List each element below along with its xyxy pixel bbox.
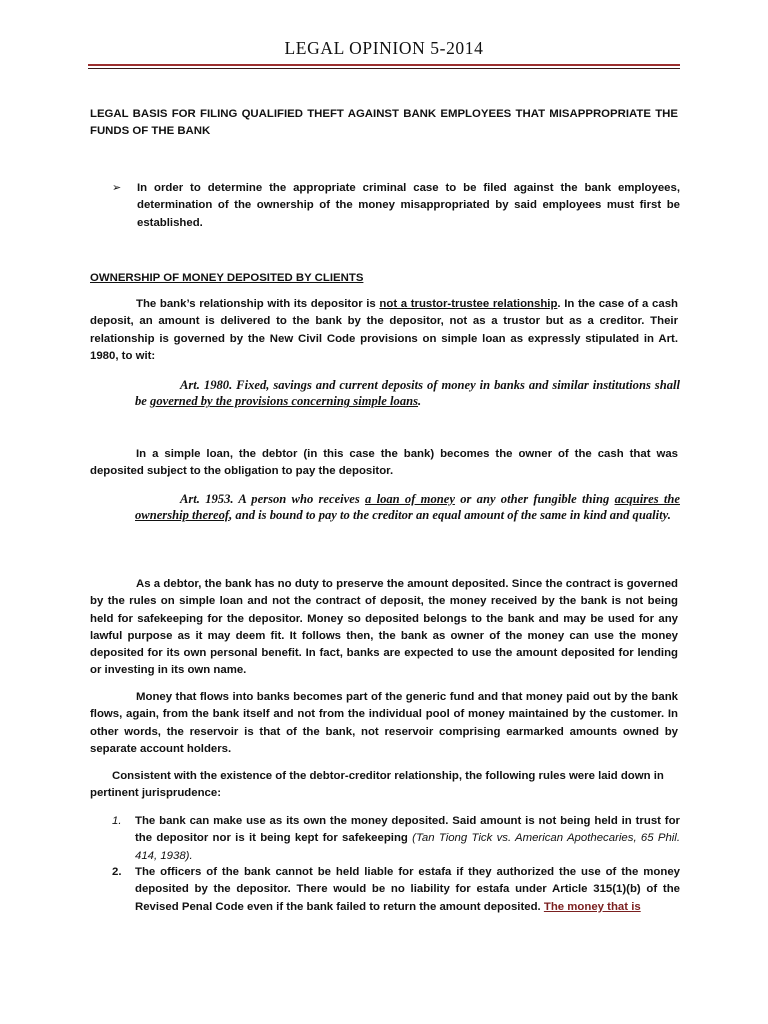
arrow-bullet-icon: ➢ bbox=[112, 182, 122, 194]
document-title: LEGAL OPINION 5-2014 bbox=[284, 38, 484, 58]
title-rule-dark bbox=[88, 68, 680, 69]
quote1-text-b: . bbox=[418, 394, 422, 409]
title-rule-red bbox=[88, 64, 680, 66]
p1-text-b: . In the case of a cash deposit, an amount is delivered to the bank by the depositor, not as a trustor but as a creditor. Their relationship is governed by the New Civil Code provisions on simple loan as expressly stipulated in Art. 1980, to wit: bbox=[90, 298, 678, 362]
list-item-1-citation: (Tan Tiong Tick vs. American Apothecaries, 65 Phil. 414, 1938). bbox=[135, 832, 681, 862]
quote2-underline-2: acquires the ownership thereof bbox=[135, 492, 680, 523]
document-heading: LEGAL BASIS FOR FILING QUALIFIED THEFT AGAINST BANK EMPLOYEES THAT MISAPPROPRIATE THE FUNDS OF THE BANK bbox=[90, 108, 678, 138]
quote2-text-b: or any other fungible thing bbox=[454, 492, 615, 506]
quote2-text-c: , and is bound to pay to the creditor an equal amount of the same in kind and quality. bbox=[229, 508, 671, 523]
paragraph-5: Consistent with the existence of the debtor-creditor relationship, the following rules were laid down in pertinent jurisprudence: bbox=[90, 770, 664, 800]
quote-art-1980 bbox=[135, 377, 680, 410]
list-item-2-emphasis: The money that is bbox=[543, 900, 641, 913]
quote1-underline: governed by the provisions concerning simple loans bbox=[150, 394, 419, 409]
p1-text-a: The bank’s relationship with its depositor is bbox=[136, 298, 380, 310]
list-item-2-text: The officers of the bank cannot be held liable for estafa if they authorized the use of the money deposited by the depositor. There would be no liability for estafa under Article 315(1)(b) of the Revised Penal Code even if the bank failed to return the amount deposited. bbox=[135, 866, 680, 913]
paragraph-1 bbox=[90, 296, 678, 365]
section-heading-text: OWNERSHIP OF MONEY DEPOSITED BY CLIENTS bbox=[90, 272, 364, 284]
quote1-text-a: Art. 1980. Fixed, savings and current deposits of money in banks and similar institutions shall be bbox=[135, 378, 680, 409]
list-item-number-2: 2. bbox=[112, 866, 122, 878]
paragraph-4: Money that flows into banks becomes part of the generic fund and that money paid out by the bank flows, again, from the bank itself and not from the individual pool of money maintained by the customer. In other words, the reservoir is that of the bank, not reservoir comprising earmarked amounts owned by separate account holders. bbox=[90, 691, 678, 755]
section-heading bbox=[90, 270, 678, 287]
quote2-underline-1: a loan of money bbox=[365, 492, 455, 506]
list-item-1 bbox=[135, 813, 680, 865]
p1-underline: not a trustor-trustee relationship bbox=[379, 298, 558, 310]
list-item-2 bbox=[135, 864, 680, 916]
paragraph-2: In a simple loan, the debtor (in this case the bank) becomes the owner of the cash that was deposited subject to the obligation to pay the depositor. bbox=[90, 448, 678, 478]
list-item-number-1: 1. bbox=[112, 815, 122, 827]
paragraph-3: As a debtor, the bank has no duty to preserve the amount deposited. Since the contract is governed by the rules on simple loan and not the contract of deposit, the money received by the bank is not being held for safekeeping for the depositor. Money so deposited belongs to the bank and may be used for any lawful purpose as it may deem fit. It follows then, the bank as owner of the money can use the money deposited for its own personal benefit. In fact, banks are expected to use the amount deposited for lending or investing in its own name. bbox=[90, 578, 678, 677]
list-item-1-text: The bank can make use as its own the money deposited. Said amount is not being held in trust for the depositor nor is it being kept for safekeeping bbox=[135, 815, 680, 845]
quote-art-1953 bbox=[135, 491, 680, 524]
bullet-text: In order to determine the appropriate criminal case to be filed against the bank employees, determination of the ownership of the money misappropriated by said employees must first be established. bbox=[137, 182, 680, 229]
quote2-text-a: Art. 1953. A person who receives bbox=[180, 492, 366, 506]
